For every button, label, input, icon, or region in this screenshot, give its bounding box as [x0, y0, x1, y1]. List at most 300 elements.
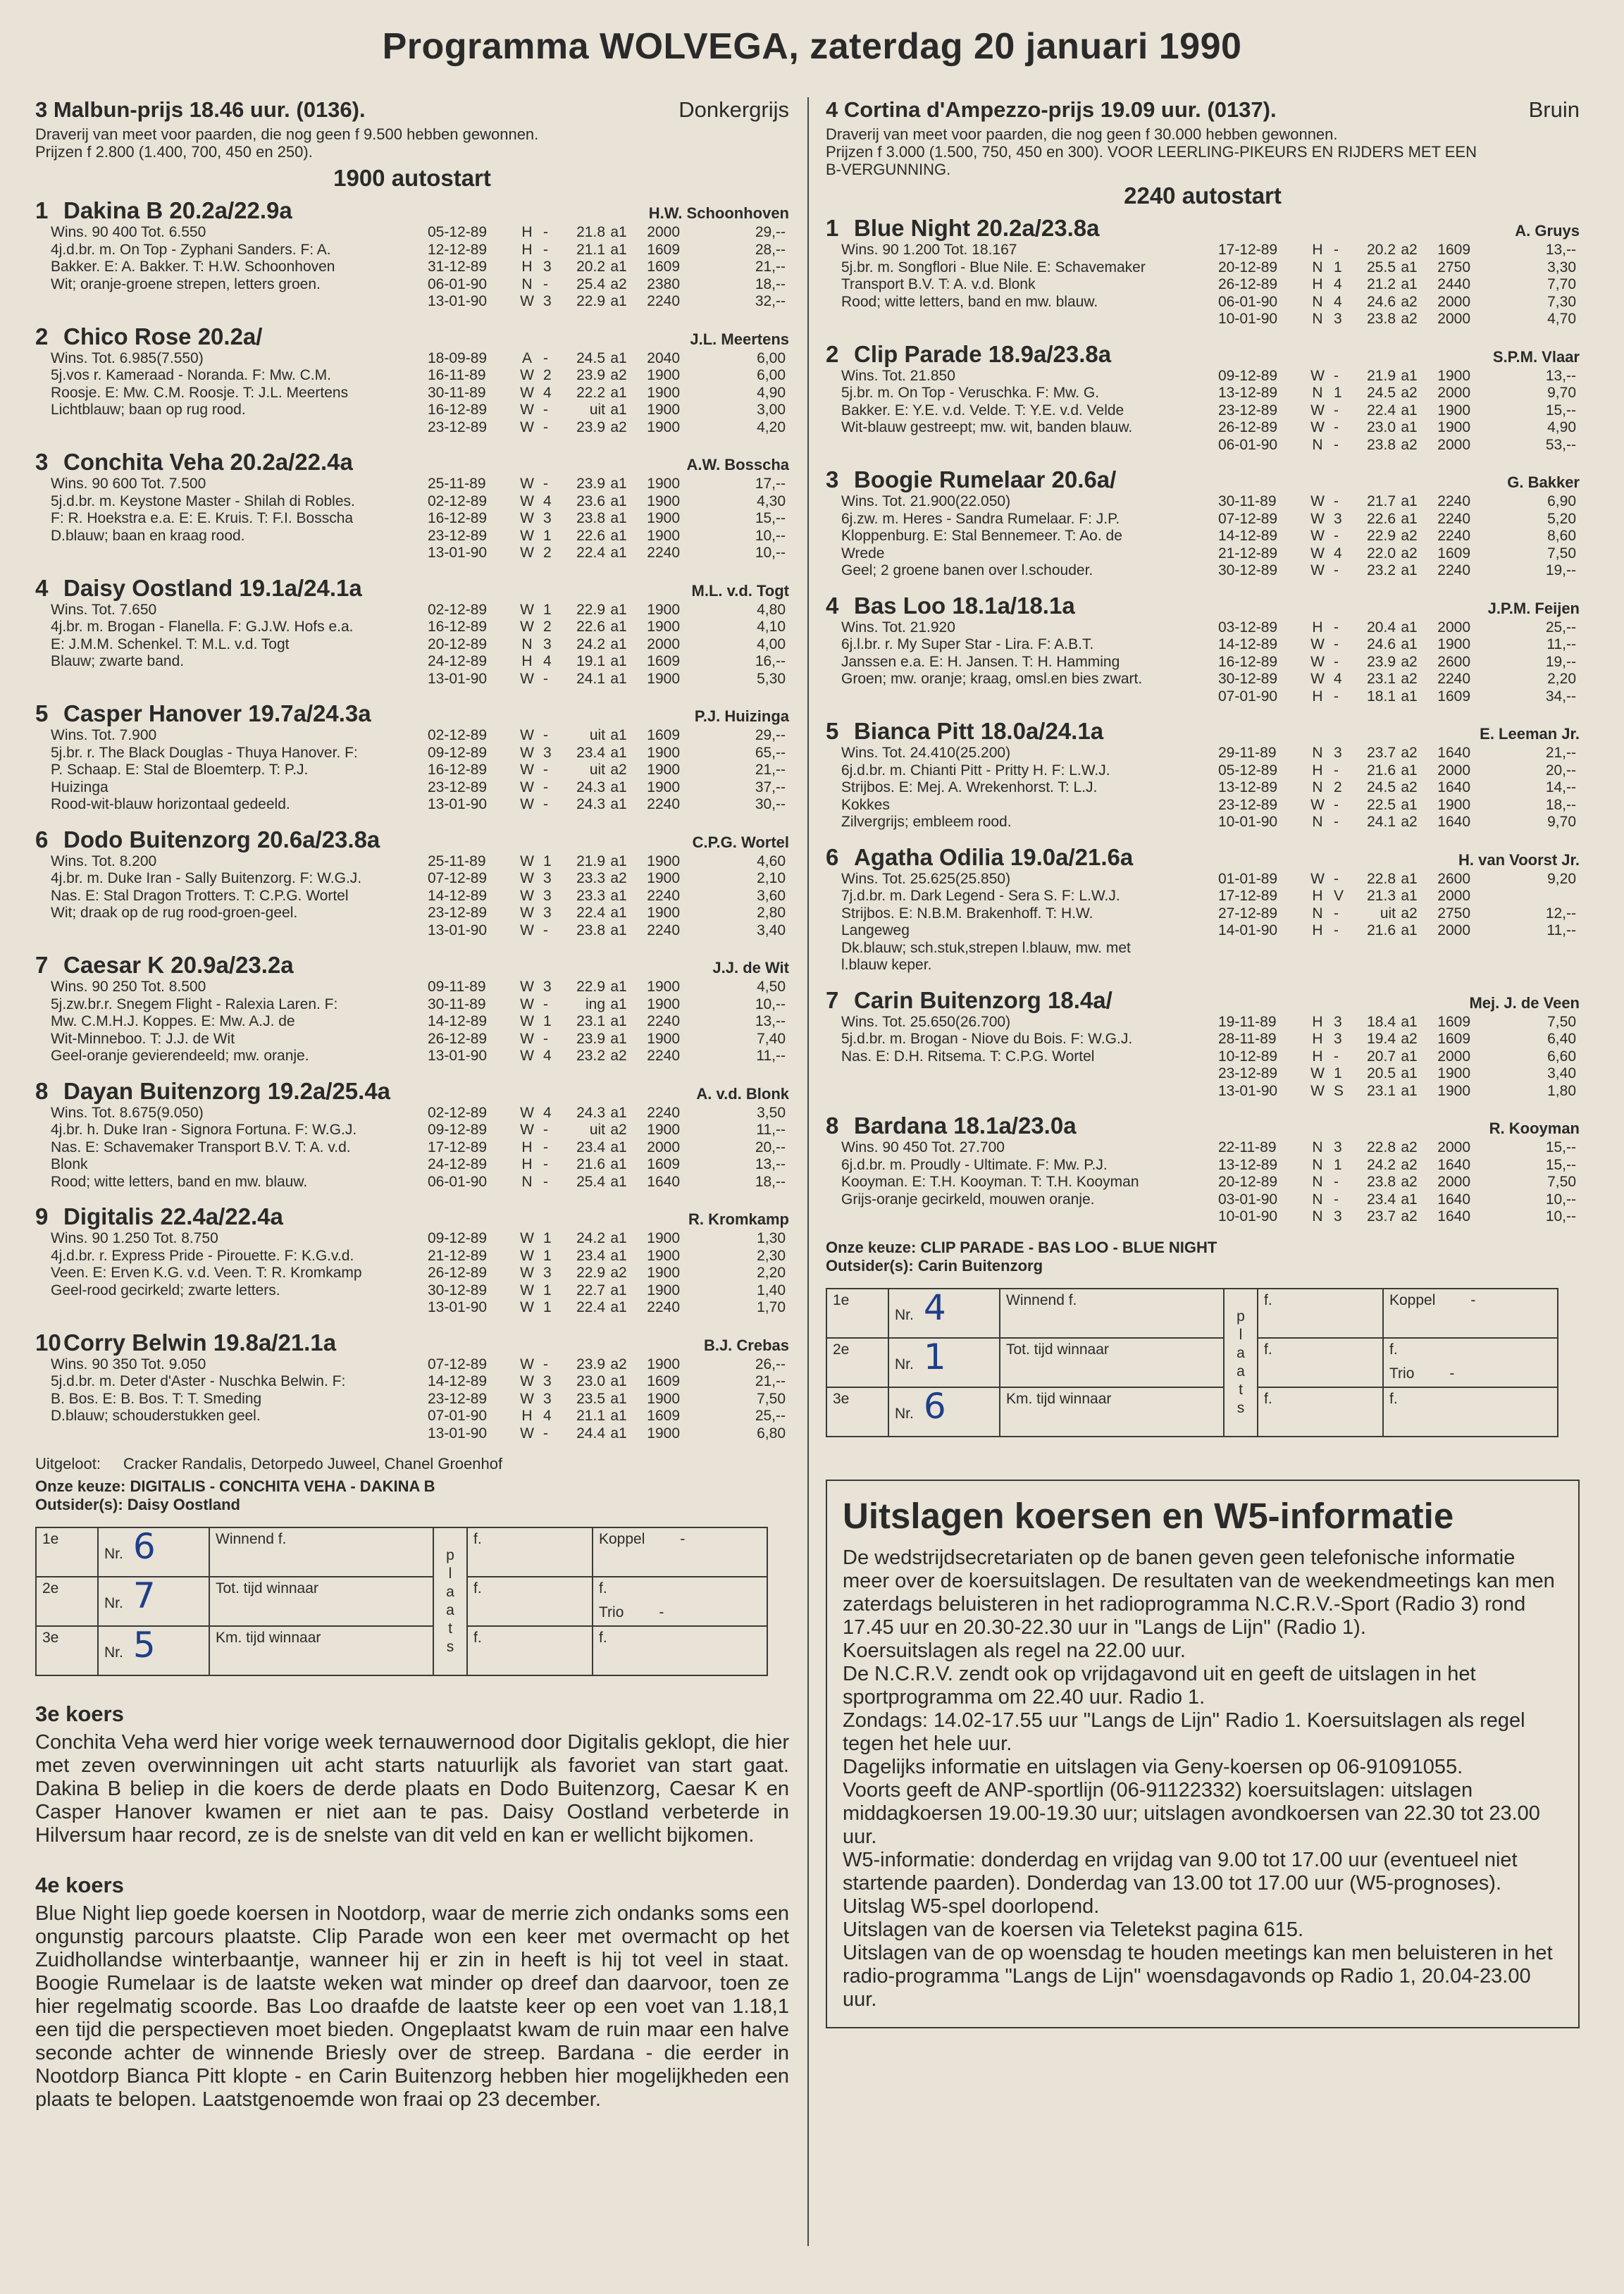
run-field: W: [520, 1265, 534, 1281]
handwritten-number: 4: [923, 1286, 946, 1328]
run-field: a1: [610, 852, 627, 869]
run-field: 2000: [1437, 1174, 1470, 1190]
run-field: W: [520, 905, 534, 921]
horse-info-line: Wins. Tot. 8.200: [51, 852, 157, 869]
run-row: [428, 636, 789, 654]
run-field: 26-12-89: [1218, 276, 1278, 292]
run-field: a1: [1401, 762, 1418, 779]
run-row: [1218, 1139, 1580, 1157]
run-row: [1218, 619, 1580, 637]
race-color: Donkergrijs: [678, 97, 789, 122]
run-field: a2: [610, 1356, 627, 1372]
run-row: [428, 1048, 789, 1065]
run-field: W: [520, 979, 534, 995]
run-field: 3: [1334, 1013, 1342, 1030]
run-field: 2240: [647, 796, 680, 812]
run-field: 53,--: [1545, 436, 1576, 453]
run-field: 26-12-89: [428, 1030, 488, 1047]
result-label-cell: Km. tijd winnaar: [209, 1626, 433, 1675]
run-field: a1: [1401, 367, 1418, 384]
horse-info-line: Zilvergrijs; embleem rood.: [841, 814, 1012, 830]
plaats-letter: a: [1236, 1344, 1245, 1361]
run-row: [428, 1391, 789, 1408]
run-row: [428, 1031, 789, 1048]
run-field: W: [1310, 1082, 1325, 1099]
horse-info-line: Wins. Tot. 24.410(25.200): [841, 745, 1011, 761]
run-field: a1: [610, 527, 627, 544]
pick-label: Onze keuze:: [35, 1477, 130, 1495]
run-field: a1: [610, 1230, 627, 1246]
run-row: [428, 653, 789, 671]
horse-header: [35, 1203, 789, 1230]
run-field: 14,--: [1545, 779, 1576, 795]
nr-cell: [888, 1286, 1000, 1338]
run-field: a1: [610, 979, 627, 995]
horse-info-line: 5j.vos r. Kameraad - Noranda. F: Mw. C.M.: [51, 367, 331, 383]
run-field: 2000: [1437, 619, 1470, 636]
horse-number: 6: [826, 843, 839, 870]
horse-info-line: Wins. 90 450 Tot. 27.700: [841, 1139, 1005, 1155]
run-field: 2: [543, 545, 552, 561]
run-field: -: [1334, 528, 1339, 544]
run-field: 3: [1334, 311, 1342, 327]
run-field: W: [520, 1230, 534, 1246]
amount-cell: f.: [1258, 1289, 1383, 1338]
horse-driver: J.L. Meertens: [690, 330, 789, 348]
horse-info: [35, 476, 428, 562]
horse-info-line: Roosje. E: Mw. C.M. Roosje. T: J.L. Meertens: [51, 384, 349, 401]
run-field: H: [521, 259, 533, 275]
run-field: N: [1312, 259, 1323, 275]
run-field: a1: [1401, 888, 1418, 904]
run-field: 17-12-89: [428, 1139, 488, 1155]
run-row: [428, 1425, 789, 1443]
run-field: 09-12-89: [428, 744, 488, 761]
bet-cell: [593, 1577, 767, 1626]
run-field: 25-11-89: [428, 852, 486, 869]
horse-header: [35, 826, 789, 853]
run-field: 10-12-89: [1218, 1048, 1278, 1065]
horse-body: [826, 493, 1580, 580]
run-row: [428, 979, 789, 996]
info-box-title: Uitslagen koersen en W5-informatie: [843, 1495, 1454, 1536]
run-field: W: [520, 476, 534, 492]
run-field: a1: [610, 996, 627, 1012]
run-field: a1: [610, 1013, 627, 1029]
run-field: 02-12-89: [428, 727, 488, 743]
plaats-letter: s: [1236, 1399, 1245, 1416]
run-field: 1: [543, 1230, 552, 1246]
run-field: 6,40: [1547, 1031, 1576, 1047]
horse-entry: [35, 1203, 789, 1317]
horse-title: Digitalis 22.4a/22.4a: [63, 1203, 283, 1229]
run-field: 06-01-90: [428, 275, 488, 292]
run-field: 24.3: [576, 1104, 605, 1121]
horse-header: [35, 449, 789, 476]
run-list: [428, 853, 789, 940]
horse-info-line: Kooyman. E: T.H. Kooyman. T: T.H. Kooyman: [841, 1174, 1139, 1190]
run-field: a2: [610, 275, 627, 292]
run-field: 10,--: [755, 545, 786, 561]
plaats-letter: a: [446, 1584, 454, 1600]
horse-body: [35, 350, 789, 437]
run-field: 3: [1334, 1139, 1342, 1155]
run-field: 23-12-89: [428, 418, 488, 435]
run-field: W: [1310, 636, 1325, 652]
run-field: 06-01-90: [1218, 436, 1278, 453]
run-field: W: [520, 762, 534, 778]
drawn-list: Cracker Randalis, Detorpedo Juweel, Chanel Groenhof: [123, 1455, 503, 1472]
trio-label: Trio -: [1389, 1365, 1455, 1382]
run-field: 13,--: [755, 1013, 786, 1029]
result-label-cell: Tot. tijd winnaar: [209, 1577, 433, 1626]
place-cell: 3e: [36, 1626, 98, 1675]
horse-driver: R. Kooyman: [1489, 1120, 1580, 1137]
horse-info-line: 4j.br. h. Duke Iran - Signora Fortuna. F: W.G.J.: [51, 1122, 357, 1138]
run-field: 30-11-89: [428, 996, 486, 1012]
horse-driver: A. Gruys: [1515, 222, 1580, 240]
run-field: 4,30: [757, 492, 786, 509]
description-line: Draverij van meet voor paarden, die nog geen f 9.500 hebben gewonnen.: [35, 125, 539, 143]
run-field: 7,30: [1547, 293, 1576, 310]
run-field: W: [520, 670, 534, 687]
run-field: 7,50: [757, 1390, 786, 1407]
run-field: 1: [543, 1299, 552, 1315]
horse-entry: [826, 466, 1580, 580]
run-field: 23.4: [576, 744, 605, 761]
horse-number: 1: [826, 215, 839, 241]
run-field: 4: [1334, 276, 1342, 292]
run-field: 3: [543, 1265, 552, 1281]
run-field: 25.5: [1367, 259, 1396, 275]
run-field: -: [543, 275, 548, 292]
run-field: 3: [543, 744, 552, 761]
horse-entry: [35, 1329, 789, 1443]
run-field: -: [1334, 562, 1339, 578]
run-field: 1640: [1437, 779, 1470, 795]
run-field: 02-12-89: [428, 492, 488, 509]
run-field: 8,60: [1547, 528, 1576, 544]
amount-cell: f.: [1258, 1338, 1383, 1387]
run-field: 6,90: [1547, 493, 1576, 509]
run-row: [1218, 385, 1580, 402]
run-field: 18.4: [1367, 1013, 1396, 1030]
horse-info: [826, 619, 1218, 706]
place-cell: 1e: [826, 1289, 888, 1338]
run-field: a1: [610, 1156, 627, 1172]
run-field: 22.4: [576, 1299, 605, 1315]
run-field: 28,--: [755, 241, 786, 258]
horse-header: [35, 197, 789, 224]
run-field: 32,--: [755, 293, 786, 309]
horse-name: [35, 1329, 336, 1356]
outsider: [35, 1496, 789, 1514]
horse-info-line: Veen. E: Erven K.G. v.d. Veen. T: R. Kromkamp: [51, 1265, 362, 1281]
run-row: [428, 1122, 789, 1139]
run-field: W: [1310, 653, 1325, 670]
run-field: 7,40: [757, 1030, 786, 1047]
run-field: -: [1334, 688, 1339, 705]
run-field: 1900: [1437, 367, 1470, 384]
run-field: a1: [610, 1282, 627, 1298]
run-field: 23.8: [576, 922, 605, 938]
run-field: 24.3: [576, 779, 605, 795]
run-field: 22.7: [576, 1282, 605, 1298]
horse-driver: E. Leeman Jr.: [1480, 725, 1580, 743]
result-row: [826, 1387, 1558, 1437]
race-4-column: [826, 97, 1580, 2028]
run-field: a1: [1401, 922, 1418, 938]
nr-label: Nr.: [104, 1546, 123, 1562]
run-field: a2: [1401, 905, 1418, 922]
run-field: N: [1312, 779, 1323, 795]
run-field: 24.5: [1367, 779, 1396, 795]
result-row: [36, 1626, 767, 1675]
run-field: 20-12-89: [1218, 1174, 1278, 1190]
run-field: a1: [1401, 259, 1418, 275]
run-field: a1: [610, 1247, 627, 1264]
koppel-label: Koppel: [599, 1531, 645, 1547]
run-field: 20-12-89: [428, 636, 488, 652]
koppel-amount: f.: [1389, 1341, 1398, 1358]
horse-info-line: Nas. E: Schavemaker Transport B.V. T: A. v.d.: [51, 1139, 351, 1155]
run-field: 2240: [1437, 562, 1470, 578]
run-field: 1609: [1437, 242, 1470, 258]
run-field: a2: [1401, 1139, 1418, 1155]
run-row: [428, 619, 789, 636]
run-field: 22.9: [576, 1265, 605, 1281]
commentary-text: Conchita Veha werd hier vorige week ternauwernood door Digitalis geklopt, die hier met zeven overwinningen uit acht starts natuurlijk als favoriet van start gaat. Dakina B beliep in die koers de derde plaats en Dodo Buitenzorg, Caesar K en Casper Hanover kwamen er niet aan te pas. Daisy Oostland verbeterde in Hilversum haar record, ze is de snelste van dit veld en kan er wellicht bijkomen.: [35, 1731, 789, 1847]
run-field: a1: [610, 476, 627, 492]
run-field: W: [1310, 510, 1325, 527]
run-field: 2000: [1437, 385, 1470, 401]
run-field: a2: [1401, 242, 1418, 258]
run-field: W: [520, 293, 534, 309]
plaats-letter: t: [1239, 1381, 1243, 1398]
run-row: [428, 1013, 789, 1031]
plaats-letter: s: [446, 1639, 454, 1655]
horse-info-line: Wins. Tot. 7.900: [51, 727, 157, 743]
run-field: 25-11-89: [428, 476, 486, 492]
horse-header: [35, 952, 789, 979]
run-field: 31-12-89: [428, 259, 488, 275]
run-field: N: [521, 275, 533, 292]
run-field: 3: [543, 905, 552, 921]
horse-driver: M.L. v.d. Togt: [691, 581, 789, 600]
run-field: 1640: [1437, 814, 1470, 830]
nr-cell: [888, 1338, 1000, 1387]
nr-label: Nr.: [895, 1356, 914, 1372]
run-list: [1218, 1139, 1580, 1226]
run-row: [1218, 1031, 1580, 1048]
horse-name: [35, 197, 292, 224]
run-row: [1218, 905, 1580, 923]
run-row: [428, 1373, 789, 1391]
info-paragraph: Uitslagen van de koersen via Teletekst pagina 615.: [843, 1918, 1304, 1941]
horse-info-line: Kloppenburg. E: Stal Bennemeer. T: Ao. de: [841, 528, 1122, 544]
handwritten-number: 6: [923, 1385, 946, 1427]
run-row: [1218, 871, 1580, 888]
run-field: a1: [1401, 619, 1418, 636]
run-list: [1218, 619, 1580, 706]
run-field: H: [1312, 1031, 1323, 1047]
run-list: [1218, 871, 1580, 974]
run-field: 4,90: [1547, 419, 1576, 435]
horse-info-line: Wins. Tot. 25.625(25.850): [841, 870, 1011, 887]
horse-info-line: Strijbos. E: N.B.M. Brakenhoff. T: H.W.: [841, 905, 1093, 922]
plaats-cell: [1224, 1289, 1258, 1437]
run-field: a2: [1401, 1174, 1418, 1190]
run-field: 22-11-89: [1218, 1139, 1277, 1155]
run-field: N: [1312, 311, 1323, 327]
run-field: 1,30: [757, 1230, 786, 1246]
run-field: W: [520, 779, 534, 795]
horse-number: 8: [35, 1077, 49, 1104]
amount-cell: f.: [467, 1626, 593, 1675]
run-field: 1900: [647, 418, 680, 435]
run-field: 3: [543, 1373, 552, 1389]
run-field: H: [521, 224, 533, 240]
run-field: -: [543, 349, 548, 366]
race-header: [35, 97, 789, 123]
horse-header: [826, 341, 1580, 368]
horse-entry: [35, 826, 789, 940]
run-row: [428, 1156, 789, 1174]
run-field: 7,50: [1547, 1013, 1576, 1030]
horse-driver: A. v.d. Blonk: [696, 1084, 789, 1103]
run-field: a1: [610, 653, 627, 669]
run-field: 07-01-90: [428, 1408, 488, 1424]
run-field: W: [1310, 528, 1325, 544]
horse-info-line: Nas. E: Stal Dragon Trotters. T: C.P.G. Wortel: [51, 887, 349, 904]
result-row: [826, 1289, 1558, 1338]
run-field: 03-01-90: [1218, 1191, 1278, 1208]
run-field: a2: [1401, 779, 1418, 795]
koppel-dash: -: [680, 1531, 686, 1547]
run-field: 13-01-90: [428, 796, 488, 812]
horse-title: Caesar K 20.9a/23.2a: [63, 952, 294, 978]
run-field: 3: [1334, 510, 1342, 527]
trio-dash: -: [1449, 1365, 1455, 1382]
run-field: 3: [543, 293, 552, 309]
run-field: 21.6: [576, 1156, 605, 1172]
run-field: 21,--: [755, 1373, 786, 1389]
run-field: 23.9: [576, 367, 605, 383]
run-row: [428, 1356, 789, 1374]
run-row: [428, 1265, 789, 1282]
run-field: 21.6: [1367, 762, 1396, 779]
horse-body: [35, 1105, 789, 1191]
run-field: 2,30: [757, 1247, 786, 1264]
run-field: -: [1334, 762, 1339, 779]
run-field: 3: [1334, 1208, 1342, 1224]
run-field: -: [543, 796, 548, 812]
horse-info-line: 5j.d.br. m. Keystone Master - Shilah di Robles.: [51, 492, 355, 509]
run-field: W: [520, 510, 534, 526]
run-field: 1: [543, 852, 552, 869]
run-field: a1: [1401, 1013, 1418, 1030]
run-field: 16-12-89: [428, 510, 488, 526]
run-field: 14-01-90: [1218, 922, 1278, 938]
run-field: 10,--: [1545, 1191, 1576, 1208]
run-field: 2000: [1437, 293, 1470, 310]
run-list: [428, 1230, 789, 1317]
horse-info-line: Wins. 90 1.200 Tot. 18.167: [841, 242, 1017, 258]
horse-info-line: 5j.br. m. On Top - Veruschka. F: Mw. G.: [841, 385, 1100, 401]
run-field: W: [520, 1282, 534, 1298]
run-field: 23.8: [1367, 311, 1396, 327]
run-field: 1: [1334, 1156, 1342, 1173]
run-field: 23.9: [576, 418, 605, 435]
run-field: 23-12-89: [1218, 796, 1278, 813]
run-field: N: [1312, 745, 1323, 761]
run-field: 23.8: [1367, 1174, 1396, 1190]
run-row: [1218, 745, 1580, 762]
koppel-dash: -: [1470, 1291, 1476, 1308]
run-field: 21.1: [576, 241, 605, 258]
run-field: 2: [543, 619, 552, 635]
run-row: [1218, 779, 1580, 797]
run-field: a1: [610, 744, 627, 761]
run-field: 23-12-89: [428, 527, 488, 544]
run-field: a2: [1401, 436, 1418, 453]
run-field: 1609: [647, 653, 680, 669]
run-field: -: [1334, 796, 1339, 813]
run-field: 1900: [647, 1230, 680, 1246]
run-field: 1900: [647, 619, 680, 635]
run-field: 23.5: [576, 1390, 605, 1407]
run-field: 1609: [647, 259, 680, 275]
run-field: 2240: [647, 1299, 680, 1315]
run-field: N: [1312, 905, 1323, 922]
run-field: -: [1334, 653, 1339, 670]
race-3-column: [35, 97, 789, 2112]
horse-info-line: Grijs-oranje gecirkeld, mouwen oranje.: [841, 1191, 1095, 1208]
run-field: W: [520, 601, 534, 618]
run-field: 02-12-89: [428, 1104, 488, 1121]
place-cell: 1e: [36, 1527, 98, 1577]
drawn-label: Uitgeloot:: [35, 1455, 101, 1472]
run-field: 12,--: [1545, 905, 1576, 922]
run-field: a2: [1401, 1208, 1418, 1224]
run-field: 22.9: [576, 979, 605, 995]
run-field: 2750: [1437, 905, 1470, 922]
run-field: W: [520, 1390, 534, 1407]
run-field: 24.1: [576, 670, 605, 687]
run-field: 4: [543, 492, 552, 509]
run-field: N: [1312, 436, 1323, 453]
run-field: 13-01-90: [1218, 1082, 1278, 1099]
run-row: [428, 1105, 789, 1122]
run-field: 06-01-90: [1218, 293, 1278, 310]
run-field: 3: [543, 887, 552, 904]
run-field: H: [521, 653, 533, 669]
run-field: 2600: [1437, 870, 1470, 887]
horse-header: [826, 466, 1580, 493]
run-field: 4,90: [757, 384, 786, 401]
run-field: 1900: [1437, 419, 1470, 435]
run-field: 23.0: [576, 1373, 605, 1389]
run-field: 9,20: [1547, 870, 1576, 887]
run-field: W: [1310, 367, 1325, 384]
run-field: 4,80: [757, 601, 786, 618]
run-field: a1: [610, 779, 627, 795]
horse-info: [826, 745, 1218, 831]
run-field: 2440: [1437, 276, 1470, 292]
run-field: N: [521, 636, 533, 652]
run-field: 2380: [647, 275, 680, 292]
run-field: 1: [543, 527, 552, 544]
